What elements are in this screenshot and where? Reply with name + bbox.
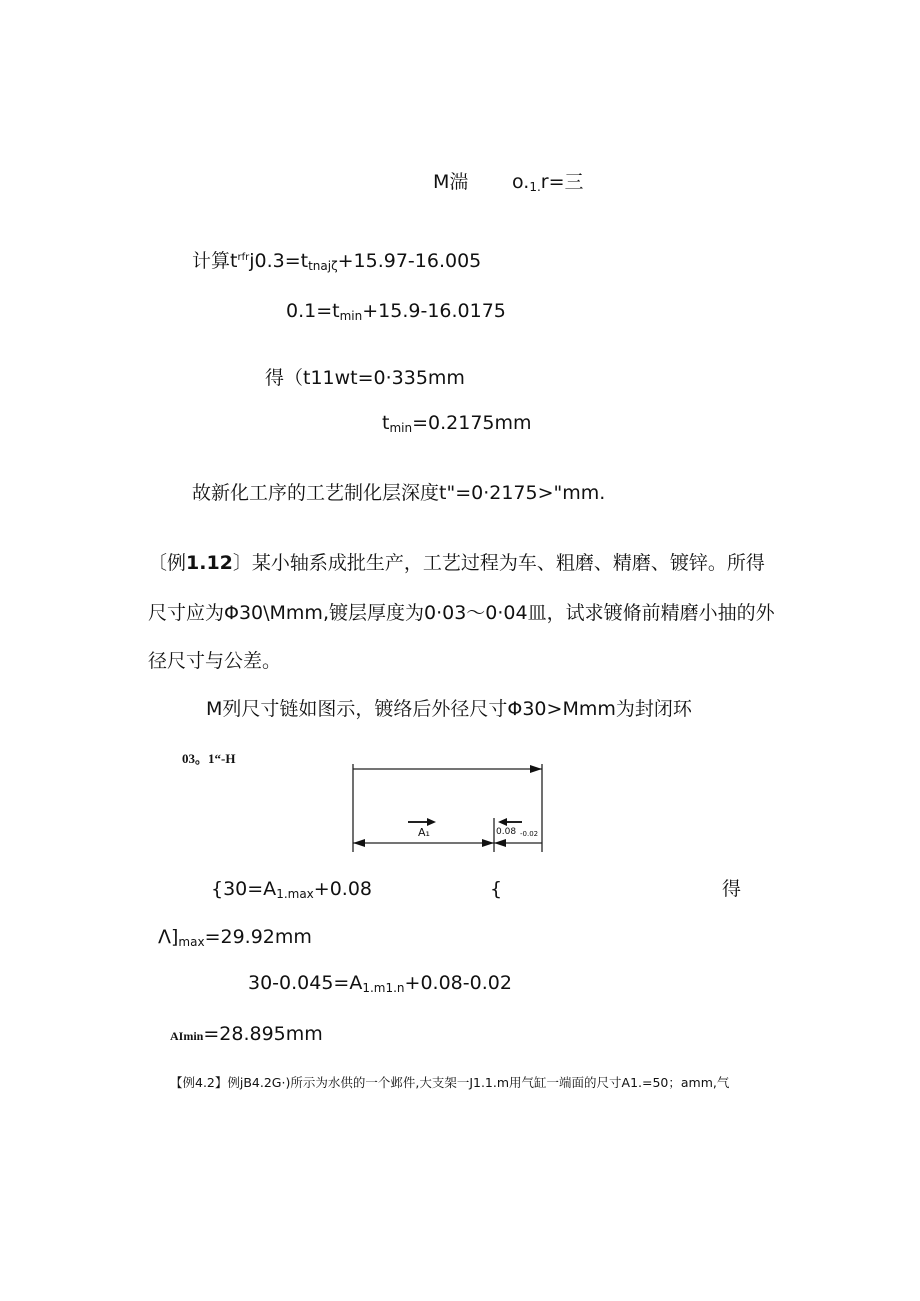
dimension-chain-diagram [348,760,548,856]
header-line [433,170,468,194]
example-line-2: 尺寸应为Φ30\Mmm,镀层厚度为0·03～0·04皿，试求镀脩前精磨小抽的外 [148,602,775,624]
shim-direction-arrow-head [498,818,507,826]
result-line-1: 得（t11wt=0·335mm [265,367,465,389]
equation-4: AImin=28.895mm [170,1023,323,1045]
equation-1-brace: { [490,878,503,900]
a1-direction-arrow-head [427,818,436,826]
bottom-mid-arrow-head [482,839,494,847]
shim-dimension-sub: -0.02 [520,830,539,838]
result-line-2: tmin=0.2175mm [382,412,532,435]
equation-2: Λ]max=29.92mm [158,926,312,949]
bottom-right-arrow-head [494,839,506,847]
equation-3: 30-0.045=A1.m1.n+0.08-0.02 [248,972,512,995]
shim-dimension-label: 0.08 [496,827,517,837]
calc-line: 计算$t^{rfr}j0.3=ttnaj\zeta+15.97-16.005$ [192,250,482,273]
equation-line-2: 0.1=tmin+15.9-16.0175 [286,300,506,323]
bottom-left-arrow-head [353,839,365,847]
header-left: M湍 [433,171,469,193]
a1-label: A₁ [418,826,430,839]
example-line-3: 径尺寸与公差。 [148,650,282,672]
equation-1-result-word: 得 [722,878,742,900]
example-line-4: M列尺寸链如图示，镀络后外径尺寸Φ30>Mmm为封闭环 [206,698,692,720]
conclusion-line: 故新化工序的工艺制化层深度t"=0·2175>"mm. [192,482,606,504]
next-example-line: 【例4.2】例jB4.2G·)所示为水供的一个邺件,大支架一J1.1.m用气缸一端面的尺寸A1.=50；amm,气 [170,1075,730,1090]
figure-label: 03。1“-H [182,751,236,766]
equation-1: {30=A1.max+0.08 [211,878,373,901]
example-number: 1.12 [186,552,233,574]
example-heading-line: 〔例1.12〕某小轴系成批生产，工艺过程为车、粗磨、精磨、镀锌。所得 [148,552,765,574]
header-right: o.1.r=三 [512,171,584,194]
top-arrow-head [530,765,542,773]
